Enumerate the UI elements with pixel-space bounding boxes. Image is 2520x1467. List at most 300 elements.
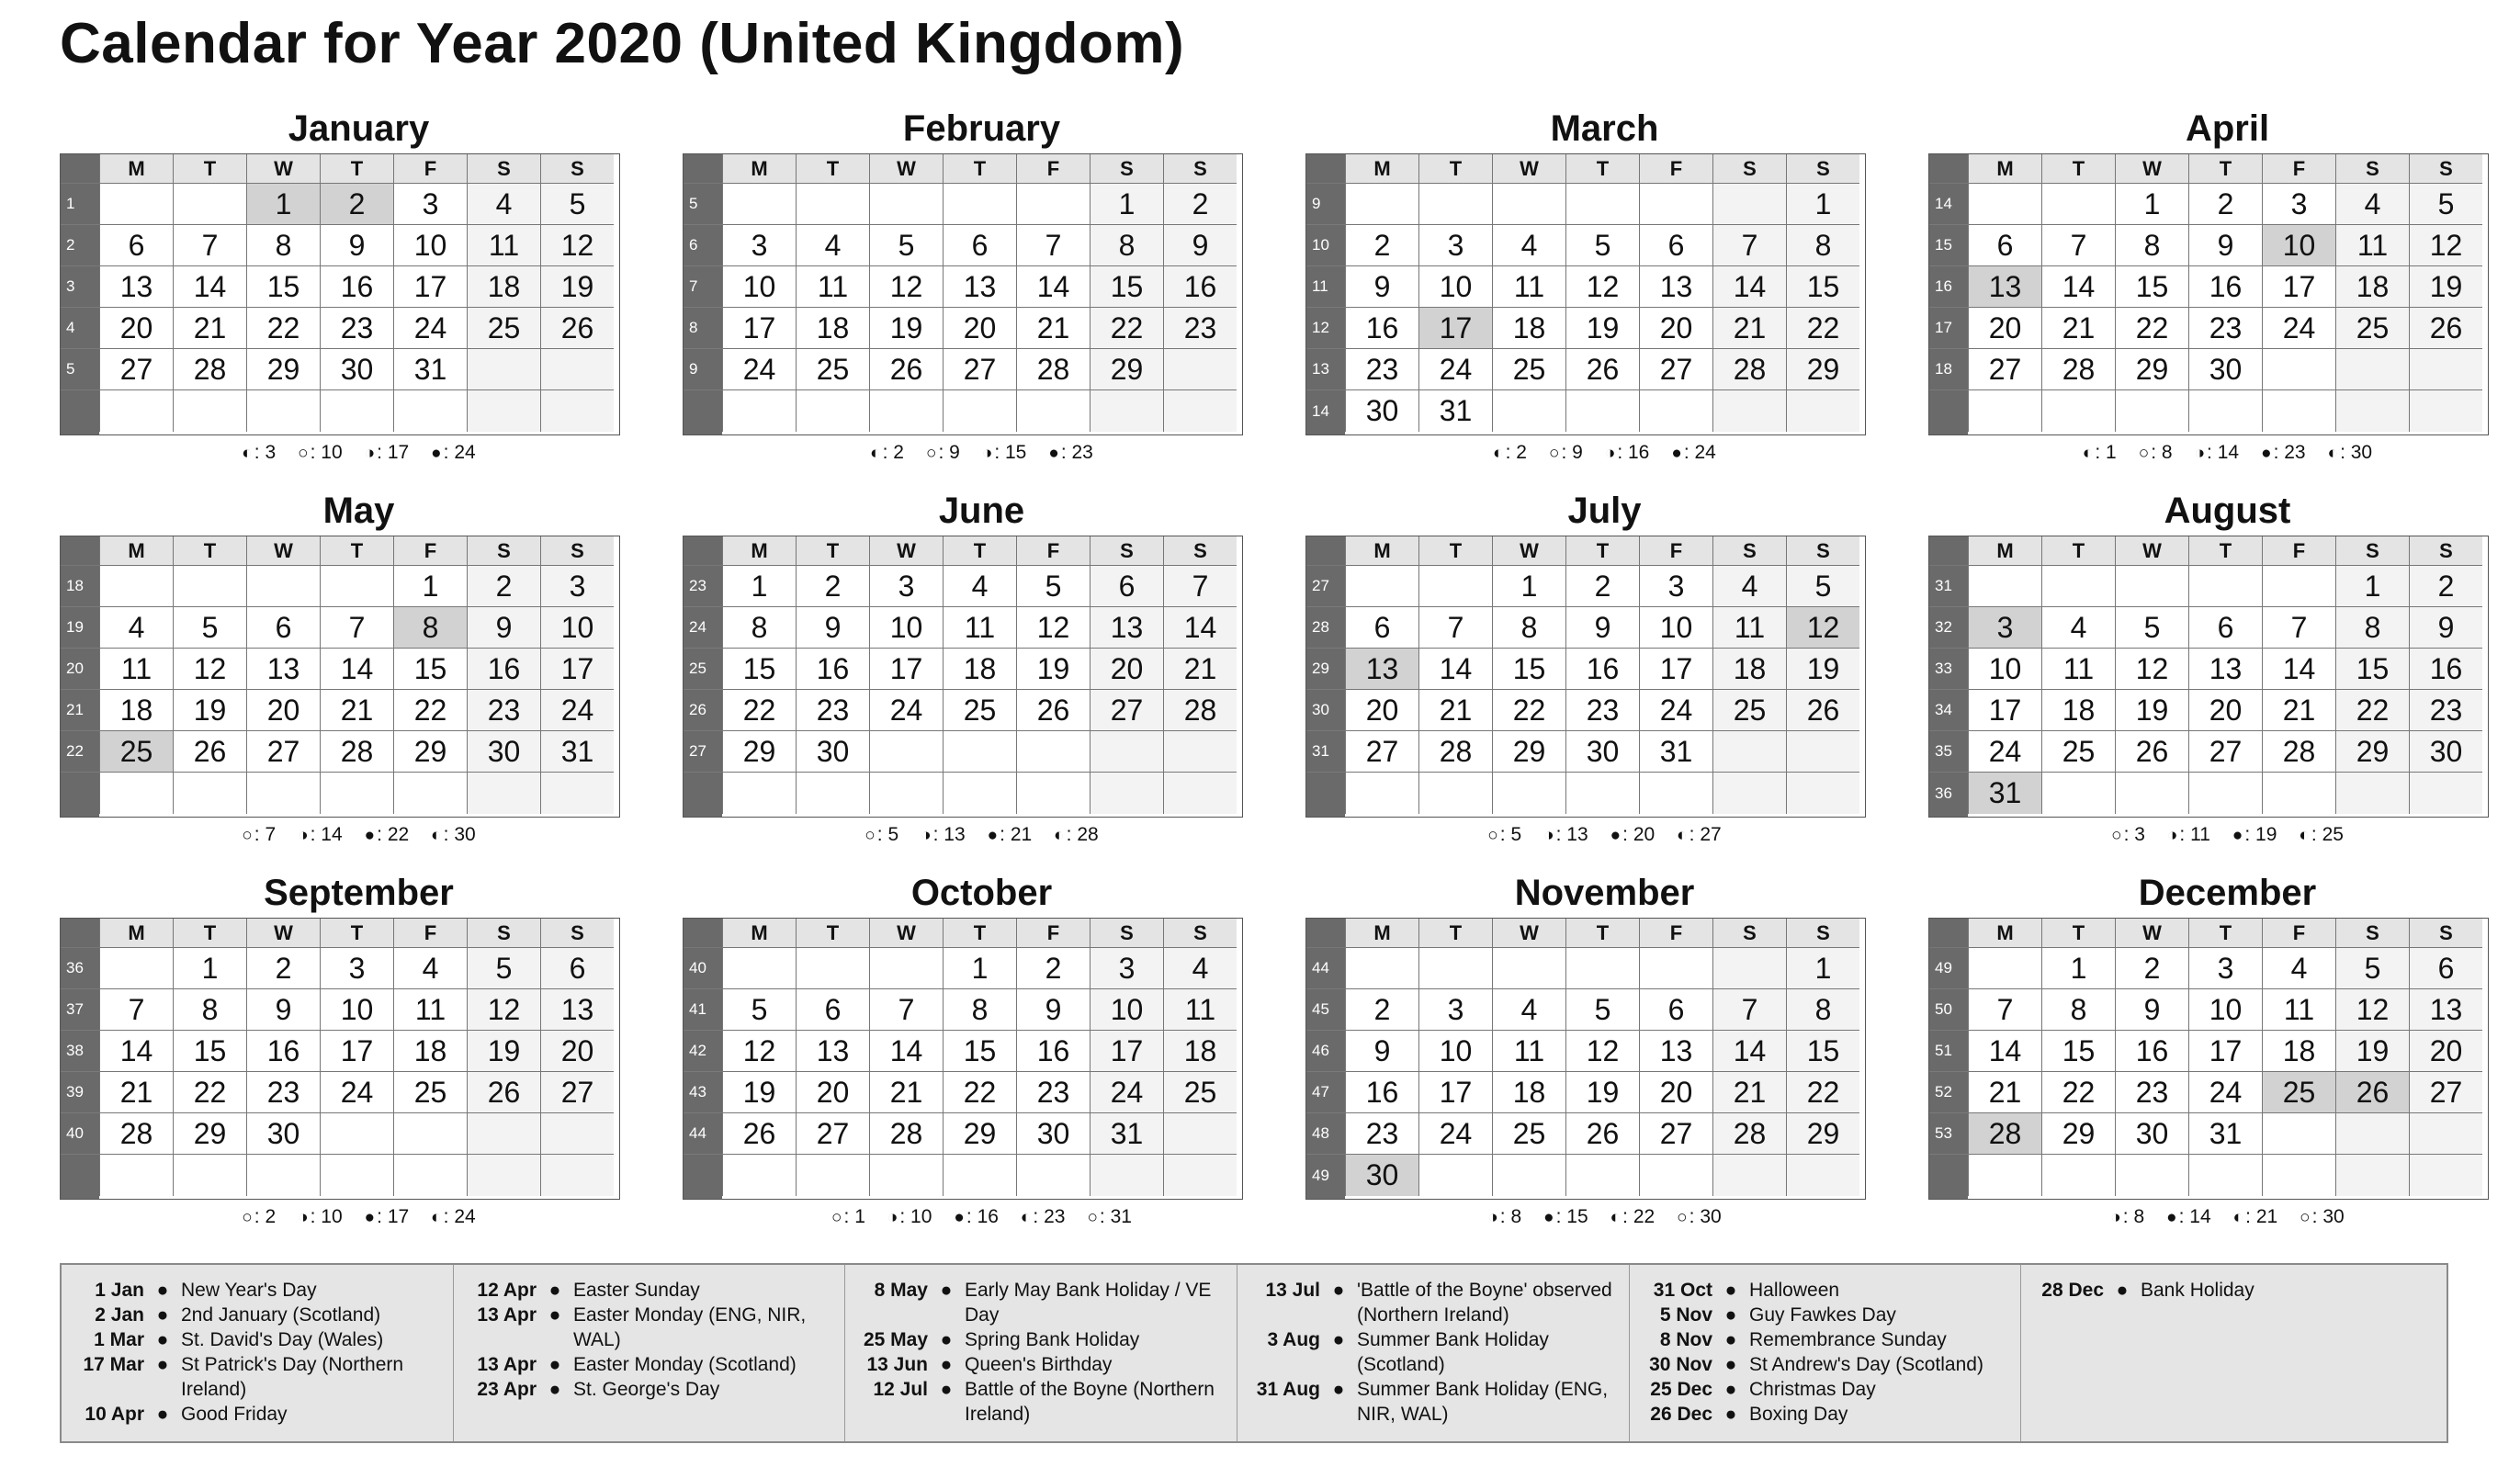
day-cell[interactable]: 2 <box>320 184 393 225</box>
day-cell[interactable]: 2 <box>246 948 320 989</box>
day-cell[interactable]: 14 <box>869 1031 943 1072</box>
day-cell[interactable]: 26 <box>467 1072 540 1113</box>
day-cell[interactable]: 6 <box>796 989 869 1031</box>
day-cell[interactable]: 10 <box>320 989 393 1031</box>
day-cell[interactable]: 6 <box>540 948 614 989</box>
day-cell[interactable]: 13 <box>2409 989 2482 1031</box>
day-cell[interactable]: 4 <box>99 607 173 649</box>
day-cell[interactable]: 18 <box>943 649 1016 690</box>
day-cell[interactable]: 16 <box>2409 649 2482 690</box>
day-cell[interactable]: 30 <box>1345 1155 1418 1196</box>
day-cell[interactable]: 24 <box>320 1072 393 1113</box>
day-cell[interactable]: 26 <box>173 731 246 773</box>
day-cell[interactable]: 10 <box>540 607 614 649</box>
day-cell[interactable]: 1 <box>2115 184 2188 225</box>
day-cell[interactable]: 3 <box>1418 989 1492 1031</box>
day-cell[interactable]: 26 <box>722 1113 796 1155</box>
day-cell[interactable]: 10 <box>1090 989 1163 1031</box>
day-cell[interactable]: 19 <box>1565 1072 1639 1113</box>
day-cell[interactable]: 17 <box>869 649 943 690</box>
day-cell[interactable]: 27 <box>2409 1072 2482 1113</box>
day-cell[interactable]: 11 <box>943 607 1016 649</box>
day-cell[interactable]: 7 <box>869 989 943 1031</box>
day-cell[interactable]: 5 <box>1565 225 1639 266</box>
day-cell[interactable]: 6 <box>943 225 1016 266</box>
day-cell[interactable]: 21 <box>99 1072 173 1113</box>
day-cell[interactable]: 6 <box>1090 566 1163 607</box>
day-cell[interactable]: 24 <box>869 690 943 731</box>
day-cell[interactable]: 25 <box>2041 731 2115 773</box>
day-cell[interactable]: 30 <box>1565 731 1639 773</box>
day-cell[interactable]: 13 <box>1639 1031 1712 1072</box>
day-cell[interactable]: 6 <box>1345 607 1418 649</box>
day-cell[interactable]: 3 <box>540 566 614 607</box>
day-cell[interactable]: 5 <box>2335 948 2409 989</box>
day-cell[interactable]: 8 <box>2115 225 2188 266</box>
day-cell[interactable]: 13 <box>99 266 173 308</box>
day-cell[interactable]: 9 <box>1016 989 1090 1031</box>
day-cell[interactable]: 11 <box>1163 989 1237 1031</box>
day-cell[interactable]: 29 <box>246 349 320 390</box>
day-cell[interactable]: 25 <box>796 349 869 390</box>
day-cell[interactable]: 31 <box>393 349 467 390</box>
day-cell[interactable]: 27 <box>1968 349 2041 390</box>
day-cell[interactable]: 18 <box>1163 1031 1237 1072</box>
day-cell[interactable]: 13 <box>1968 266 2041 308</box>
day-cell[interactable]: 17 <box>1968 690 2041 731</box>
day-cell[interactable]: 1 <box>246 184 320 225</box>
day-cell[interactable]: 10 <box>2188 989 2262 1031</box>
day-cell[interactable]: 24 <box>1418 349 1492 390</box>
day-cell[interactable]: 12 <box>2409 225 2482 266</box>
day-cell[interactable]: 17 <box>320 1031 393 1072</box>
day-cell[interactable]: 18 <box>2335 266 2409 308</box>
day-cell[interactable]: 21 <box>320 690 393 731</box>
day-cell[interactable]: 30 <box>2188 349 2262 390</box>
day-cell[interactable]: 26 <box>1565 349 1639 390</box>
day-cell[interactable]: 14 <box>1968 1031 2041 1072</box>
day-cell[interactable]: 20 <box>2409 1031 2482 1072</box>
day-cell[interactable]: 4 <box>1492 225 1565 266</box>
day-cell[interactable]: 29 <box>393 731 467 773</box>
day-cell[interactable]: 14 <box>320 649 393 690</box>
day-cell[interactable]: 6 <box>1968 225 2041 266</box>
day-cell[interactable]: 27 <box>1345 731 1418 773</box>
day-cell[interactable]: 3 <box>2188 948 2262 989</box>
day-cell[interactable]: 29 <box>2115 349 2188 390</box>
day-cell[interactable]: 7 <box>1968 989 2041 1031</box>
day-cell[interactable]: 4 <box>2041 607 2115 649</box>
day-cell[interactable]: 30 <box>796 731 869 773</box>
day-cell[interactable]: 27 <box>246 731 320 773</box>
day-cell[interactable]: 23 <box>320 308 393 349</box>
day-cell[interactable]: 16 <box>467 649 540 690</box>
day-cell[interactable]: 6 <box>246 607 320 649</box>
day-cell[interactable]: 26 <box>1016 690 1090 731</box>
day-cell[interactable]: 13 <box>943 266 1016 308</box>
day-cell[interactable]: 4 <box>1492 989 1565 1031</box>
day-cell[interactable]: 14 <box>1712 1031 1786 1072</box>
day-cell[interactable]: 25 <box>467 308 540 349</box>
day-cell[interactable]: 31 <box>2188 1113 2262 1155</box>
day-cell[interactable]: 19 <box>467 1031 540 1072</box>
day-cell[interactable]: 29 <box>2041 1113 2115 1155</box>
day-cell[interactable]: 12 <box>722 1031 796 1072</box>
day-cell[interactable]: 6 <box>2188 607 2262 649</box>
day-cell[interactable]: 30 <box>2115 1113 2188 1155</box>
day-cell[interactable]: 21 <box>173 308 246 349</box>
day-cell[interactable]: 21 <box>1712 308 1786 349</box>
day-cell[interactable]: 14 <box>173 266 246 308</box>
day-cell[interactable]: 8 <box>2335 607 2409 649</box>
day-cell[interactable]: 22 <box>246 308 320 349</box>
day-cell[interactable]: 31 <box>1968 773 2041 814</box>
day-cell[interactable]: 2 <box>1345 225 1418 266</box>
day-cell[interactable]: 29 <box>1090 349 1163 390</box>
day-cell[interactable]: 31 <box>1090 1113 1163 1155</box>
day-cell[interactable]: 19 <box>1016 649 1090 690</box>
day-cell[interactable]: 22 <box>173 1072 246 1113</box>
day-cell[interactable]: 25 <box>943 690 1016 731</box>
day-cell[interactable]: 3 <box>1418 225 1492 266</box>
day-cell[interactable]: 1 <box>1090 184 1163 225</box>
day-cell[interactable]: 14 <box>2041 266 2115 308</box>
day-cell[interactable]: 31 <box>1639 731 1712 773</box>
day-cell[interactable]: 2 <box>796 566 869 607</box>
day-cell[interactable]: 10 <box>1418 266 1492 308</box>
day-cell[interactable]: 1 <box>1492 566 1565 607</box>
day-cell[interactable]: 23 <box>1565 690 1639 731</box>
day-cell[interactable]: 14 <box>99 1031 173 1072</box>
day-cell[interactable]: 18 <box>393 1031 467 1072</box>
day-cell[interactable]: 25 <box>1712 690 1786 731</box>
day-cell[interactable]: 4 <box>1163 948 1237 989</box>
day-cell[interactable]: 4 <box>796 225 869 266</box>
day-cell[interactable]: 13 <box>1345 649 1418 690</box>
day-cell[interactable]: 8 <box>393 607 467 649</box>
day-cell[interactable]: 20 <box>2188 690 2262 731</box>
day-cell[interactable]: 17 <box>1090 1031 1163 1072</box>
day-cell[interactable]: 14 <box>2262 649 2335 690</box>
day-cell[interactable]: 2 <box>1163 184 1237 225</box>
day-cell[interactable]: 5 <box>1565 989 1639 1031</box>
day-cell[interactable]: 28 <box>2262 731 2335 773</box>
day-cell[interactable]: 17 <box>1418 1072 1492 1113</box>
day-cell[interactable]: 5 <box>869 225 943 266</box>
day-cell[interactable]: 8 <box>722 607 796 649</box>
day-cell[interactable]: 24 <box>540 690 614 731</box>
day-cell[interactable]: 7 <box>2041 225 2115 266</box>
day-cell[interactable]: 23 <box>2115 1072 2188 1113</box>
day-cell[interactable]: 15 <box>1090 266 1163 308</box>
day-cell[interactable]: 24 <box>1639 690 1712 731</box>
day-cell[interactable]: 9 <box>2115 989 2188 1031</box>
day-cell[interactable]: 20 <box>1639 1072 1712 1113</box>
day-cell[interactable]: 22 <box>2115 308 2188 349</box>
day-cell[interactable]: 20 <box>1090 649 1163 690</box>
day-cell[interactable]: 12 <box>173 649 246 690</box>
day-cell[interactable]: 16 <box>1345 308 1418 349</box>
day-cell[interactable]: 22 <box>1492 690 1565 731</box>
day-cell[interactable]: 16 <box>1163 266 1237 308</box>
day-cell[interactable]: 19 <box>173 690 246 731</box>
day-cell[interactable]: 25 <box>1492 349 1565 390</box>
day-cell[interactable]: 22 <box>1090 308 1163 349</box>
day-cell[interactable]: 15 <box>2115 266 2188 308</box>
day-cell[interactable]: 12 <box>869 266 943 308</box>
day-cell[interactable]: 29 <box>1786 349 1859 390</box>
day-cell[interactable]: 29 <box>2335 731 2409 773</box>
day-cell[interactable]: 18 <box>2262 1031 2335 1072</box>
day-cell[interactable]: 21 <box>869 1072 943 1113</box>
day-cell[interactable]: 14 <box>1712 266 1786 308</box>
day-cell[interactable]: 6 <box>2409 948 2482 989</box>
day-cell[interactable]: 5 <box>540 184 614 225</box>
day-cell[interactable]: 25 <box>1163 1072 1237 1113</box>
day-cell[interactable]: 28 <box>1968 1113 2041 1155</box>
day-cell[interactable]: 14 <box>1418 649 1492 690</box>
day-cell[interactable]: 4 <box>2262 948 2335 989</box>
day-cell[interactable]: 10 <box>1968 649 2041 690</box>
day-cell[interactable]: 12 <box>1786 607 1859 649</box>
day-cell[interactable]: 19 <box>2115 690 2188 731</box>
day-cell[interactable]: 15 <box>173 1031 246 1072</box>
day-cell[interactable]: 2 <box>2188 184 2262 225</box>
day-cell[interactable]: 4 <box>1712 566 1786 607</box>
day-cell[interactable]: 12 <box>1565 266 1639 308</box>
day-cell[interactable]: 24 <box>2188 1072 2262 1113</box>
day-cell[interactable]: 4 <box>467 184 540 225</box>
day-cell[interactable]: 23 <box>1163 308 1237 349</box>
day-cell[interactable]: 16 <box>1016 1031 1090 1072</box>
day-cell[interactable]: 5 <box>2409 184 2482 225</box>
day-cell[interactable]: 30 <box>320 349 393 390</box>
day-cell[interactable]: 7 <box>1418 607 1492 649</box>
day-cell[interactable]: 5 <box>173 607 246 649</box>
day-cell[interactable]: 23 <box>1345 1113 1418 1155</box>
day-cell[interactable]: 16 <box>1565 649 1639 690</box>
day-cell[interactable]: 4 <box>943 566 1016 607</box>
day-cell[interactable]: 3 <box>1090 948 1163 989</box>
day-cell[interactable]: 18 <box>1492 308 1565 349</box>
day-cell[interactable]: 23 <box>2188 308 2262 349</box>
day-cell[interactable]: 8 <box>173 989 246 1031</box>
day-cell[interactable]: 9 <box>796 607 869 649</box>
day-cell[interactable]: 18 <box>796 308 869 349</box>
day-cell[interactable]: 10 <box>1639 607 1712 649</box>
day-cell[interactable]: 9 <box>1565 607 1639 649</box>
day-cell[interactable]: 23 <box>1345 349 1418 390</box>
day-cell[interactable]: 1 <box>722 566 796 607</box>
day-cell[interactable]: 5 <box>1016 566 1090 607</box>
day-cell[interactable]: 21 <box>1163 649 1237 690</box>
day-cell[interactable]: 20 <box>796 1072 869 1113</box>
day-cell[interactable]: 11 <box>1492 1031 1565 1072</box>
day-cell[interactable]: 16 <box>2115 1031 2188 1072</box>
day-cell[interactable]: 12 <box>2335 989 2409 1031</box>
day-cell[interactable]: 29 <box>173 1113 246 1155</box>
day-cell[interactable]: 22 <box>2335 690 2409 731</box>
day-cell[interactable]: 24 <box>1090 1072 1163 1113</box>
day-cell[interactable]: 16 <box>320 266 393 308</box>
day-cell[interactable]: 27 <box>540 1072 614 1113</box>
day-cell[interactable]: 12 <box>467 989 540 1031</box>
day-cell[interactable]: 3 <box>1639 566 1712 607</box>
day-cell[interactable]: 16 <box>2188 266 2262 308</box>
day-cell[interactable]: 7 <box>1712 989 1786 1031</box>
day-cell[interactable]: 15 <box>1786 1031 1859 1072</box>
day-cell[interactable]: 19 <box>1565 308 1639 349</box>
day-cell[interactable]: 27 <box>1090 690 1163 731</box>
day-cell[interactable]: 15 <box>2041 1031 2115 1072</box>
day-cell[interactable]: 22 <box>393 690 467 731</box>
day-cell[interactable]: 3 <box>722 225 796 266</box>
day-cell[interactable]: 20 <box>1639 308 1712 349</box>
day-cell[interactable]: 21 <box>2262 690 2335 731</box>
day-cell[interactable]: 23 <box>467 690 540 731</box>
day-cell[interactable]: 19 <box>2409 266 2482 308</box>
day-cell[interactable]: 5 <box>1786 566 1859 607</box>
day-cell[interactable]: 18 <box>2041 690 2115 731</box>
day-cell[interactable]: 18 <box>1492 1072 1565 1113</box>
day-cell[interactable]: 3 <box>393 184 467 225</box>
day-cell[interactable]: 17 <box>2188 1031 2262 1072</box>
day-cell[interactable]: 20 <box>540 1031 614 1072</box>
day-cell[interactable]: 26 <box>869 349 943 390</box>
day-cell[interactable]: 19 <box>869 308 943 349</box>
day-cell[interactable]: 7 <box>1163 566 1237 607</box>
day-cell[interactable]: 22 <box>2041 1072 2115 1113</box>
day-cell[interactable]: 13 <box>796 1031 869 1072</box>
day-cell[interactable]: 26 <box>1786 690 1859 731</box>
day-cell[interactable]: 22 <box>1786 308 1859 349</box>
day-cell[interactable]: 10 <box>722 266 796 308</box>
day-cell[interactable]: 27 <box>943 349 1016 390</box>
day-cell[interactable]: 13 <box>1090 607 1163 649</box>
day-cell[interactable]: 25 <box>99 731 173 773</box>
day-cell[interactable]: 28 <box>1016 349 1090 390</box>
day-cell[interactable]: 20 <box>1345 690 1418 731</box>
day-cell[interactable]: 17 <box>1639 649 1712 690</box>
day-cell[interactable]: 27 <box>1639 349 1712 390</box>
day-cell[interactable]: 18 <box>467 266 540 308</box>
day-cell[interactable]: 19 <box>722 1072 796 1113</box>
day-cell[interactable]: 2 <box>467 566 540 607</box>
day-cell[interactable]: 29 <box>943 1113 1016 1155</box>
day-cell[interactable]: 23 <box>796 690 869 731</box>
day-cell[interactable]: 25 <box>1492 1113 1565 1155</box>
day-cell[interactable]: 11 <box>99 649 173 690</box>
day-cell[interactable]: 25 <box>2335 308 2409 349</box>
day-cell[interactable]: 9 <box>467 607 540 649</box>
day-cell[interactable]: 15 <box>2335 649 2409 690</box>
day-cell[interactable]: 9 <box>2409 607 2482 649</box>
day-cell[interactable]: 12 <box>1565 1031 1639 1072</box>
day-cell[interactable]: 9 <box>246 989 320 1031</box>
day-cell[interactable]: 13 <box>540 989 614 1031</box>
day-cell[interactable]: 24 <box>1418 1113 1492 1155</box>
day-cell[interactable]: 28 <box>173 349 246 390</box>
day-cell[interactable]: 3 <box>320 948 393 989</box>
day-cell[interactable]: 21 <box>1418 690 1492 731</box>
day-cell[interactable]: 26 <box>2115 731 2188 773</box>
day-cell[interactable]: 13 <box>2188 649 2262 690</box>
day-cell[interactable]: 20 <box>246 690 320 731</box>
day-cell[interactable]: 8 <box>2041 989 2115 1031</box>
day-cell[interactable]: 28 <box>320 731 393 773</box>
day-cell[interactable]: 12 <box>540 225 614 266</box>
day-cell[interactable]: 8 <box>246 225 320 266</box>
day-cell[interactable]: 23 <box>1016 1072 1090 1113</box>
day-cell[interactable]: 9 <box>2188 225 2262 266</box>
day-cell[interactable]: 7 <box>1016 225 1090 266</box>
day-cell[interactable]: 1 <box>2041 948 2115 989</box>
day-cell[interactable]: 7 <box>99 989 173 1031</box>
day-cell[interactable]: 11 <box>796 266 869 308</box>
day-cell[interactable]: 7 <box>2262 607 2335 649</box>
day-cell[interactable]: 8 <box>1090 225 1163 266</box>
day-cell[interactable]: 28 <box>869 1113 943 1155</box>
day-cell[interactable]: 10 <box>869 607 943 649</box>
day-cell[interactable]: 11 <box>2262 989 2335 1031</box>
day-cell[interactable]: 16 <box>796 649 869 690</box>
day-cell[interactable]: 11 <box>393 989 467 1031</box>
day-cell[interactable]: 8 <box>1786 225 1859 266</box>
day-cell[interactable]: 9 <box>1163 225 1237 266</box>
day-cell[interactable]: 11 <box>467 225 540 266</box>
day-cell[interactable]: 4 <box>2335 184 2409 225</box>
day-cell[interactable]: 3 <box>1968 607 2041 649</box>
day-cell[interactable]: 19 <box>1786 649 1859 690</box>
day-cell[interactable]: 2 <box>2115 948 2188 989</box>
day-cell[interactable]: 17 <box>393 266 467 308</box>
day-cell[interactable]: 15 <box>393 649 467 690</box>
day-cell[interactable]: 7 <box>320 607 393 649</box>
day-cell[interactable]: 6 <box>99 225 173 266</box>
day-cell[interactable]: 30 <box>2409 731 2482 773</box>
day-cell[interactable]: 1 <box>173 948 246 989</box>
day-cell[interactable]: 15 <box>943 1031 1016 1072</box>
day-cell[interactable]: 14 <box>1163 607 1237 649</box>
day-cell[interactable]: 15 <box>1786 266 1859 308</box>
day-cell[interactable]: 1 <box>1786 948 1859 989</box>
day-cell[interactable]: 23 <box>2409 690 2482 731</box>
day-cell[interactable]: 28 <box>2041 349 2115 390</box>
day-cell[interactable]: 11 <box>1492 266 1565 308</box>
day-cell[interactable]: 24 <box>1968 731 2041 773</box>
day-cell[interactable]: 3 <box>2262 184 2335 225</box>
day-cell[interactable]: 1 <box>393 566 467 607</box>
day-cell[interactable]: 9 <box>320 225 393 266</box>
day-cell[interactable]: 28 <box>99 1113 173 1155</box>
day-cell[interactable]: 19 <box>540 266 614 308</box>
day-cell[interactable]: 26 <box>2409 308 2482 349</box>
day-cell[interactable]: 21 <box>1968 1072 2041 1113</box>
day-cell[interactable]: 1 <box>943 948 1016 989</box>
day-cell[interactable]: 15 <box>722 649 796 690</box>
day-cell[interactable]: 22 <box>1786 1072 1859 1113</box>
day-cell[interactable]: 26 <box>1565 1113 1639 1155</box>
day-cell[interactable]: 3 <box>869 566 943 607</box>
day-cell[interactable]: 27 <box>1639 1113 1712 1155</box>
day-cell[interactable]: 18 <box>1712 649 1786 690</box>
day-cell[interactable]: 28 <box>1418 731 1492 773</box>
day-cell[interactable]: 7 <box>173 225 246 266</box>
day-cell[interactable]: 29 <box>1786 1113 1859 1155</box>
day-cell[interactable]: 9 <box>1345 1031 1418 1072</box>
day-cell[interactable]: 24 <box>722 349 796 390</box>
day-cell[interactable]: 27 <box>796 1113 869 1155</box>
